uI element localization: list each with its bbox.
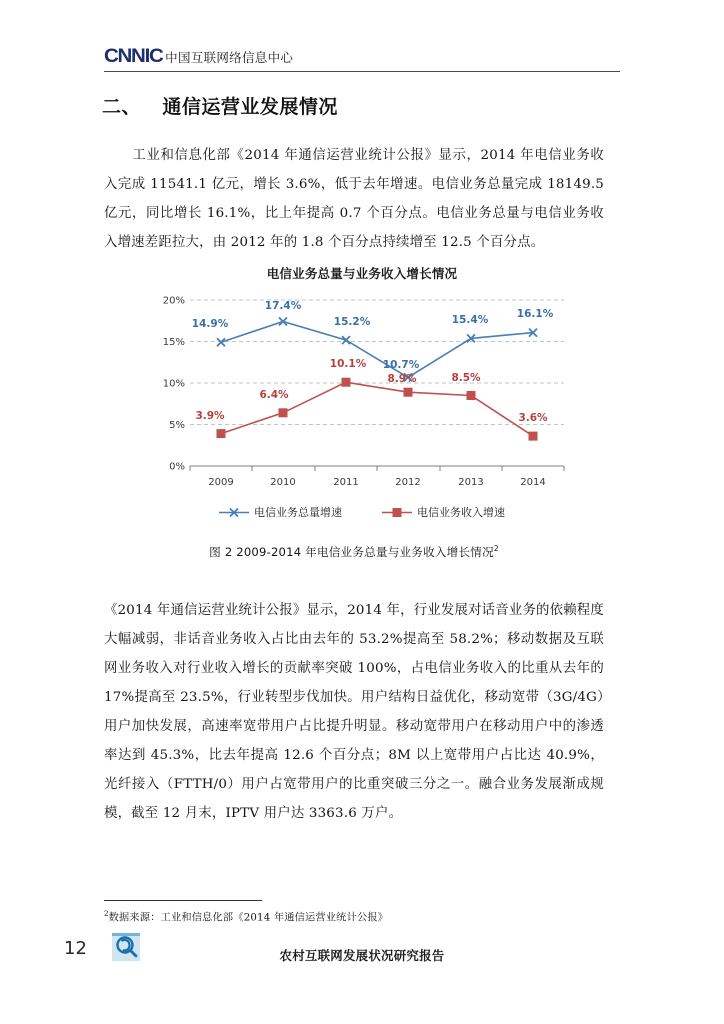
section-number: 二、 — [102, 96, 142, 118]
cnnic-logo — [104, 44, 620, 66]
paragraph-one — [104, 141, 604, 257]
figure-caption-text: 图 2 2009-2014 年电信业务总量与业务收入增长情况 — [209, 545, 494, 559]
chart-plot-area — [152, 286, 572, 491]
legend-item-revenue — [382, 504, 505, 520]
svg-text:15.4%: 15.4% — [451, 314, 489, 326]
legend-item-total-volume — [219, 504, 342, 520]
svg-text:10.1%: 10.1% — [329, 358, 367, 370]
svg-text:10%: 10% — [162, 378, 185, 390]
figure-caption-footnote-marker: 2 — [493, 544, 499, 554]
chart-legend — [152, 504, 572, 520]
page-header — [104, 44, 620, 78]
legend-label-total-volume: 电信业务总量增速 — [254, 506, 342, 519]
svg-text:3.6%: 3.6% — [518, 412, 548, 424]
svg-text:2014: 2014 — [520, 477, 546, 488]
footnote-divider — [104, 900, 262, 901]
section-heading-text: 通信运营业发展情况 — [162, 96, 338, 118]
legend-swatch-x-icon — [219, 507, 249, 518]
svg-text:5%: 5% — [169, 420, 185, 431]
paragraph-one-text: 工业和信息化部《2014 年通信运营业统计公报》显示，2014 年电信业务收入完成 11541.1 亿元，增长 3.6%，低于去年增速。电信业务总量完成 18149.5 亿元，同比增长 16.1%，比上年提高 0.7 个百分点。电信业务总量与电信业务收入增速差距拉大，由 2012 年的 1.8 个百分点持续增至 12.5 个百分点。 — [104, 148, 604, 250]
svg-text:2012: 2012 — [395, 477, 421, 488]
figure-caption — [104, 544, 604, 560]
svg-text:2011: 2011 — [333, 477, 359, 488]
footnote-text: 数据来源：工业和信息化部《2014 年通信运营业统计公报》 — [108, 912, 389, 924]
page-title — [102, 92, 338, 119]
footnote — [104, 906, 524, 926]
svg-text:15%: 15% — [162, 337, 185, 348]
header-divider — [104, 71, 620, 72]
figure-2-chart — [152, 264, 572, 532]
chart-title: 电信业务总量与业务收入增长情况 — [266, 266, 458, 281]
page-number: 12 — [64, 938, 87, 959]
svg-text:2010: 2010 — [270, 477, 296, 488]
svg-text:8.9%: 8.9% — [387, 373, 417, 385]
chart-series-total-volume-line — [221, 322, 533, 378]
chart-x-ticks — [190, 466, 564, 471]
footnote-marker: 2 — [104, 910, 109, 918]
svg-text:14.9%: 14.9% — [191, 318, 229, 330]
paragraph-two-text: 《2014 年通信运营业统计公报》显示，2014 年，行业发展对话音业务的依赖程度大幅减弱，非话音业务收入占比由去年的 53.2%提高至 58.2%；移动数据及互联网业务收入对行业收入增长的贡献率突破 100%，占电信业务收入的比重从去年的 17%提高至 23.5%，行业转型步伐加快。用户结构日益优化，移动宽带（3G/4G）用户加快发展，高速率宽带用户占比提升明显。移动宽带用户在移动用户中的渗透率达到 45.3%，比去年提高 12.6 个百分点；8M 以上宽带用户占比达 40.9%，光纤接入（FTTH/0）用户占宽带用户的比重突破三分之一。融合业务发展渐成规模，截至 12 月末，IPTV 用户达 3363.6 万户。 — [104, 603, 604, 821]
svg-text:16.1%: 16.1% — [516, 308, 554, 320]
svg-text:10.7%: 10.7% — [382, 359, 420, 371]
paragraph-two — [104, 596, 604, 828]
svg-text:17.4%: 17.4% — [264, 300, 302, 312]
chart-y-tick-labels — [163, 296, 185, 473]
svg-text:8.5%: 8.5% — [451, 372, 481, 384]
chart-x-tick-labels — [208, 477, 545, 488]
svg-text:3.9%: 3.9% — [195, 410, 225, 422]
svg-text:2009: 2009 — [208, 477, 234, 488]
svg-text:2013: 2013 — [458, 477, 484, 488]
cnnic-logo-mark: CNNIC — [104, 46, 163, 67]
svg-text:20%: 20% — [162, 295, 185, 307]
legend-swatch-square-icon — [382, 507, 412, 518]
chart-gridlines — [190, 300, 564, 425]
chart-data-labels-revenue — [195, 358, 548, 424]
svg-text:6.4%: 6.4% — [259, 389, 289, 401]
legend-label-revenue: 电信业务收入增速 — [417, 506, 505, 519]
svg-text:15.2%: 15.2% — [333, 316, 371, 328]
footer-report-title: 农村互联网发展状况研究报告 — [279, 948, 445, 963]
cnnic-logo-text: 中国互联网络信息中心 — [165, 50, 294, 65]
svg-text:0%: 0% — [169, 461, 185, 473]
